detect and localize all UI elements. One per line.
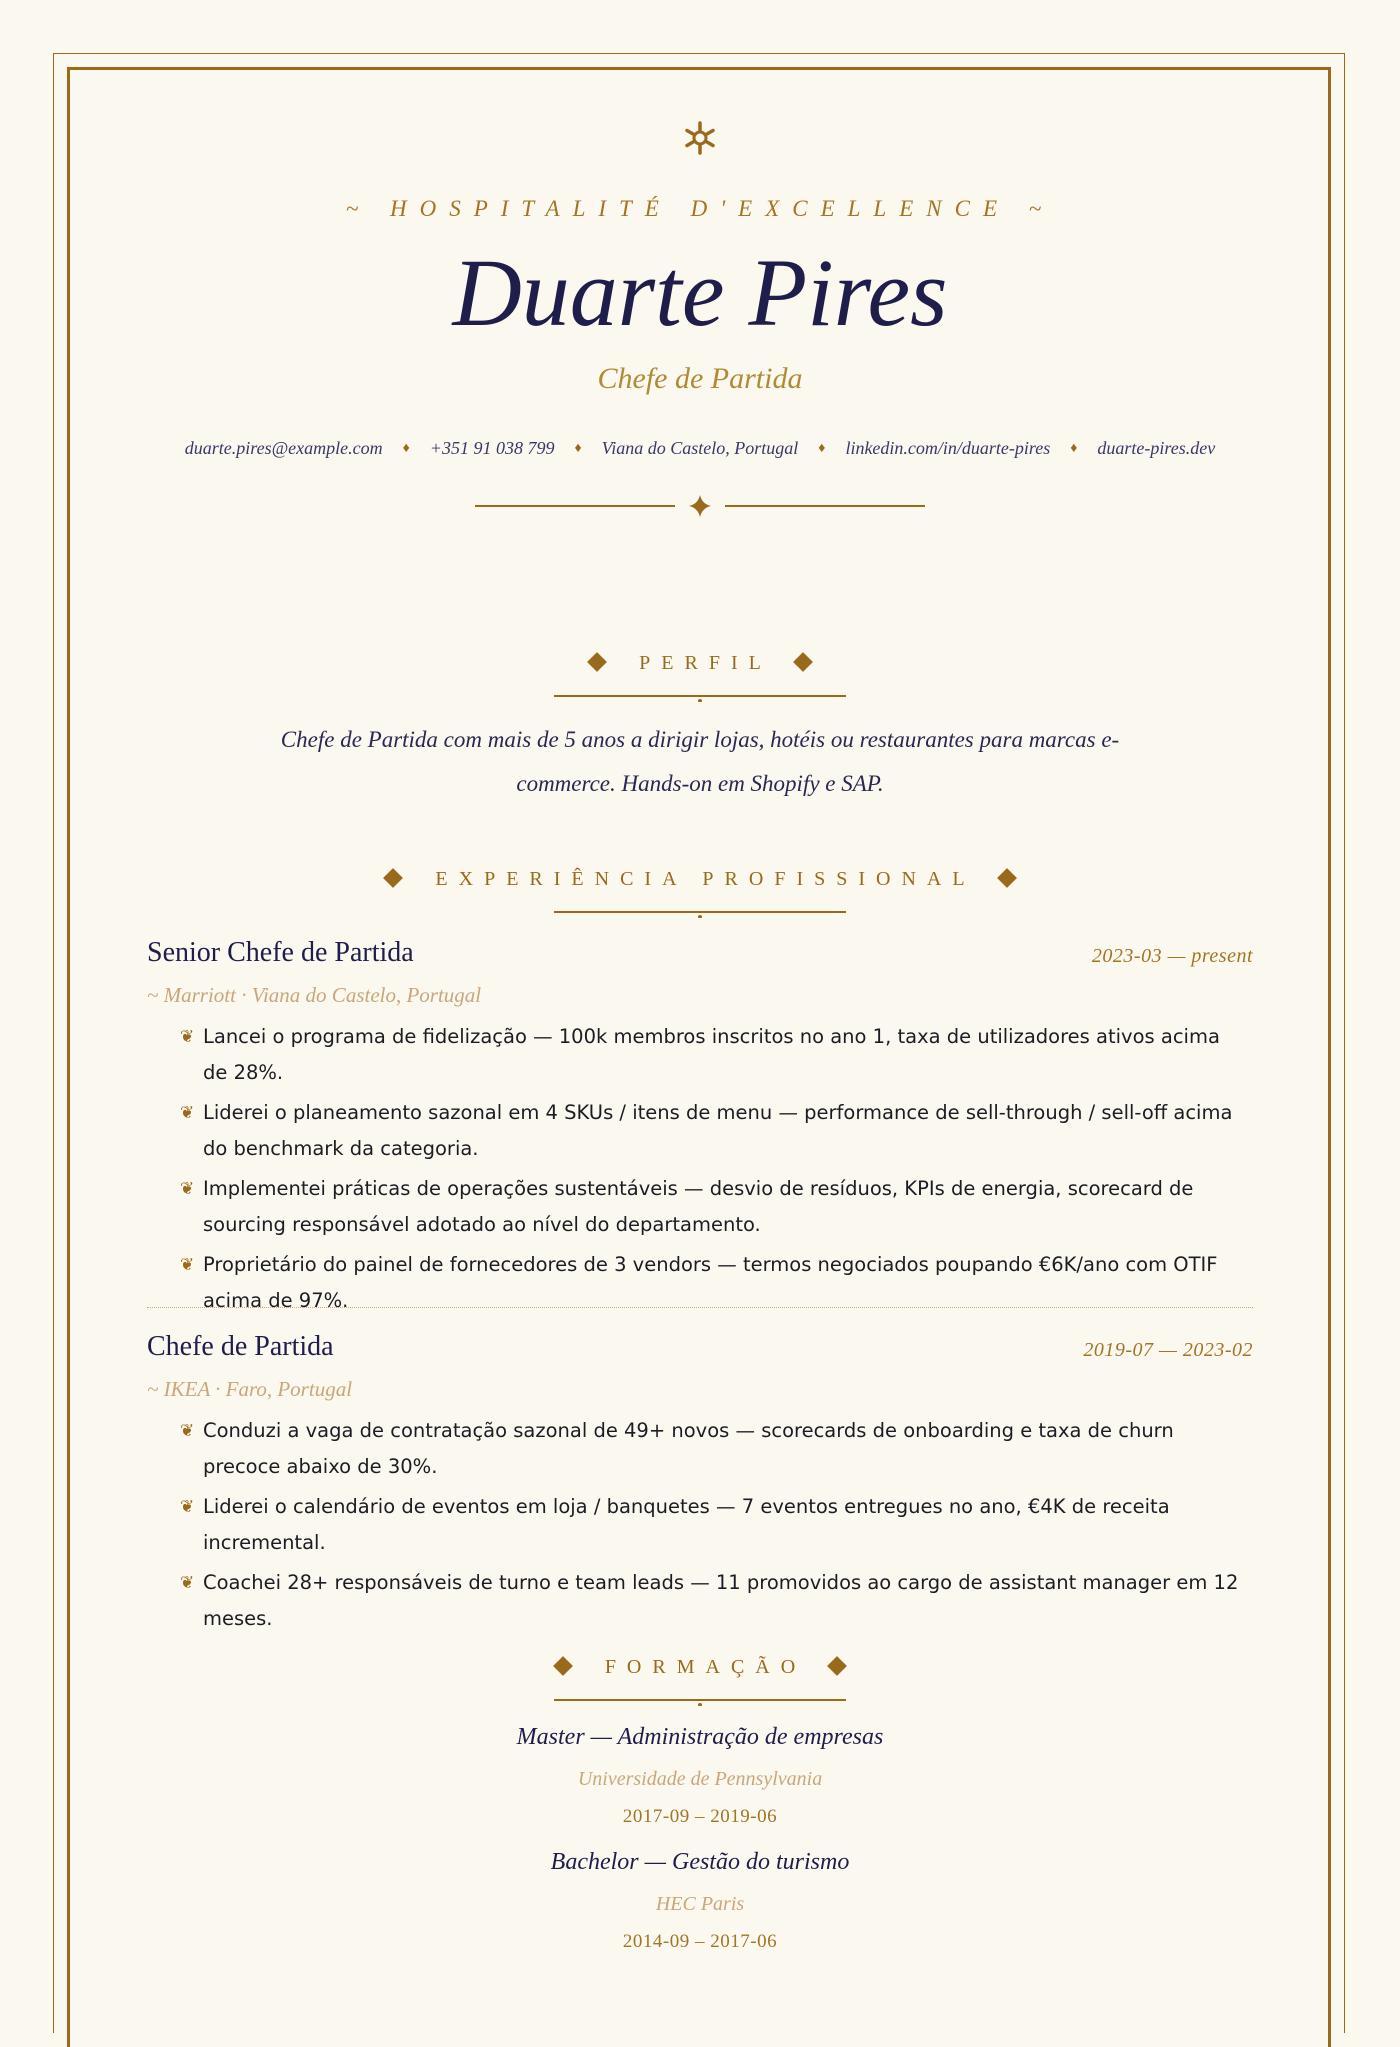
job-entry	[147, 937, 1253, 1312]
contact-location: Viana do Castelo, Portugal	[601, 438, 799, 458]
section-underline	[0, 1693, 1400, 1705]
education-school: HEC Paris	[655, 1893, 745, 1915]
education-dates: 2014-09 – 2017-06	[622, 1931, 778, 1952]
contact-website[interactable]: duarte-pires.dev	[1097, 438, 1216, 458]
contact-line	[0, 438, 1400, 459]
contact-linkedin[interactable]: linkedin.com/in/duarte-pires	[845, 438, 1051, 458]
profile-summary: Chefe de Partida com mais de 5 anos a dirigir lojas, hotéis ou restaurantes para marcas e-commerce. Hands-on em Shopify e SAP.	[280, 727, 1120, 796]
floral-heart-icon: ❦	[180, 1255, 195, 1275]
header-divider	[0, 494, 1400, 518]
job-bullets	[180, 1019, 1250, 1323]
tagline: ~ HOSPITALITÉ D'EXCELLENCE ~	[345, 196, 1055, 221]
job-title-headline: Chefe de Partida	[597, 362, 803, 395]
contact-phone[interactable]: +351 91 038 799	[429, 438, 555, 458]
job-title: Chefe de Partida	[147, 1331, 334, 1362]
section-heading-education: FORMAÇÃO	[0, 1656, 1400, 1706]
asterisk-flower-icon	[0, 118, 1400, 160]
education-degree: Master — Administração de empresas	[516, 1724, 884, 1750]
job-employer: ~ IKEA · Faro, Portugal	[147, 1377, 353, 1401]
list-item: ❦ Proprietário do painel de fornecedores de 3 vendors — termos negociados poupando €6K/ano com OTIF acima de 97%.	[180, 1247, 1250, 1319]
job-title: Senior Chefe de Partida	[147, 937, 414, 968]
floral-heart-icon: ❦	[180, 1573, 195, 1593]
diamond-icon	[997, 868, 1017, 888]
list-item: ❦ Implementei práticas de operações sustentáveis — desvio de resíduos, KPIs de energia, scorecard de sourcing responsável adotado ao nível do departamento.	[180, 1171, 1250, 1243]
diamond-icon	[793, 652, 813, 672]
four-point-star-icon	[689, 495, 711, 517]
job-employer: ~ Marriott · Viana do Castelo, Portugal	[147, 983, 482, 1007]
list-item: ❦ Conduzi a vaga de contratação sazonal de 49+ novos — scorecards de onboarding e taxa de churn precoce abaixo de 30%.	[180, 1413, 1250, 1485]
section-underline	[0, 689, 1400, 701]
floral-heart-icon: ❦	[180, 1497, 195, 1517]
diamond-icon	[827, 1656, 847, 1676]
diamond-icon: ♦	[1070, 440, 1078, 456]
candidate-name: Duarte Pires	[452, 239, 948, 346]
list-item: ❦ Lancei o programa de fidelização — 100k membros inscritos no ano 1, taxa de utilizadores ativos acima de 28%.	[180, 1019, 1250, 1091]
list-item: ❦ Liderei o calendário de eventos em loja / banquetes — 7 eventos entregues no ano, €4K de receita incremental.	[180, 1489, 1250, 1561]
floral-heart-icon: ❦	[180, 1179, 195, 1199]
section-heading-profile: PERFIL	[0, 652, 1400, 702]
list-item: ❦ Coachei 28+ responsáveis de turno e team leads — 11 promovidos ao cargo de assistant manager em 12 meses.	[180, 1565, 1250, 1637]
contact-email[interactable]: duarte.pires@example.com	[184, 438, 383, 458]
education-school: Universidade de Pennsylvania	[577, 1768, 823, 1790]
education-dates: 2017-09 – 2019-06	[622, 1806, 778, 1827]
floral-heart-icon: ❦	[180, 1421, 195, 1441]
diamond-icon: ♦	[574, 440, 582, 456]
diamond-icon: ♦	[818, 440, 826, 456]
job-dates: 2019-07 — 2023-02	[1083, 1339, 1253, 1361]
job-entry	[147, 1331, 1253, 1630]
diamond-icon	[553, 1656, 573, 1676]
floral-heart-icon: ❦	[180, 1027, 195, 1047]
job-dates: 2023-03 — present	[1091, 945, 1253, 967]
education-degree: Bachelor — Gestão do turismo	[550, 1849, 850, 1875]
section-underline	[0, 905, 1400, 917]
floral-heart-icon: ❦	[180, 1103, 195, 1123]
list-item: ❦ Liderei o planeamento sazonal em 4 SKUs / itens de menu — performance de sell-through / sell-off acima do benchmark da categoria.	[180, 1095, 1250, 1167]
section-heading-experience: EXPERIÊNCIA PROFISSIONAL	[0, 868, 1400, 918]
job-bullets	[180, 1413, 1250, 1641]
diamond-icon	[587, 652, 607, 672]
job-separator	[147, 1307, 1253, 1308]
diamond-icon: ♦	[402, 440, 410, 456]
diamond-icon	[384, 868, 404, 888]
